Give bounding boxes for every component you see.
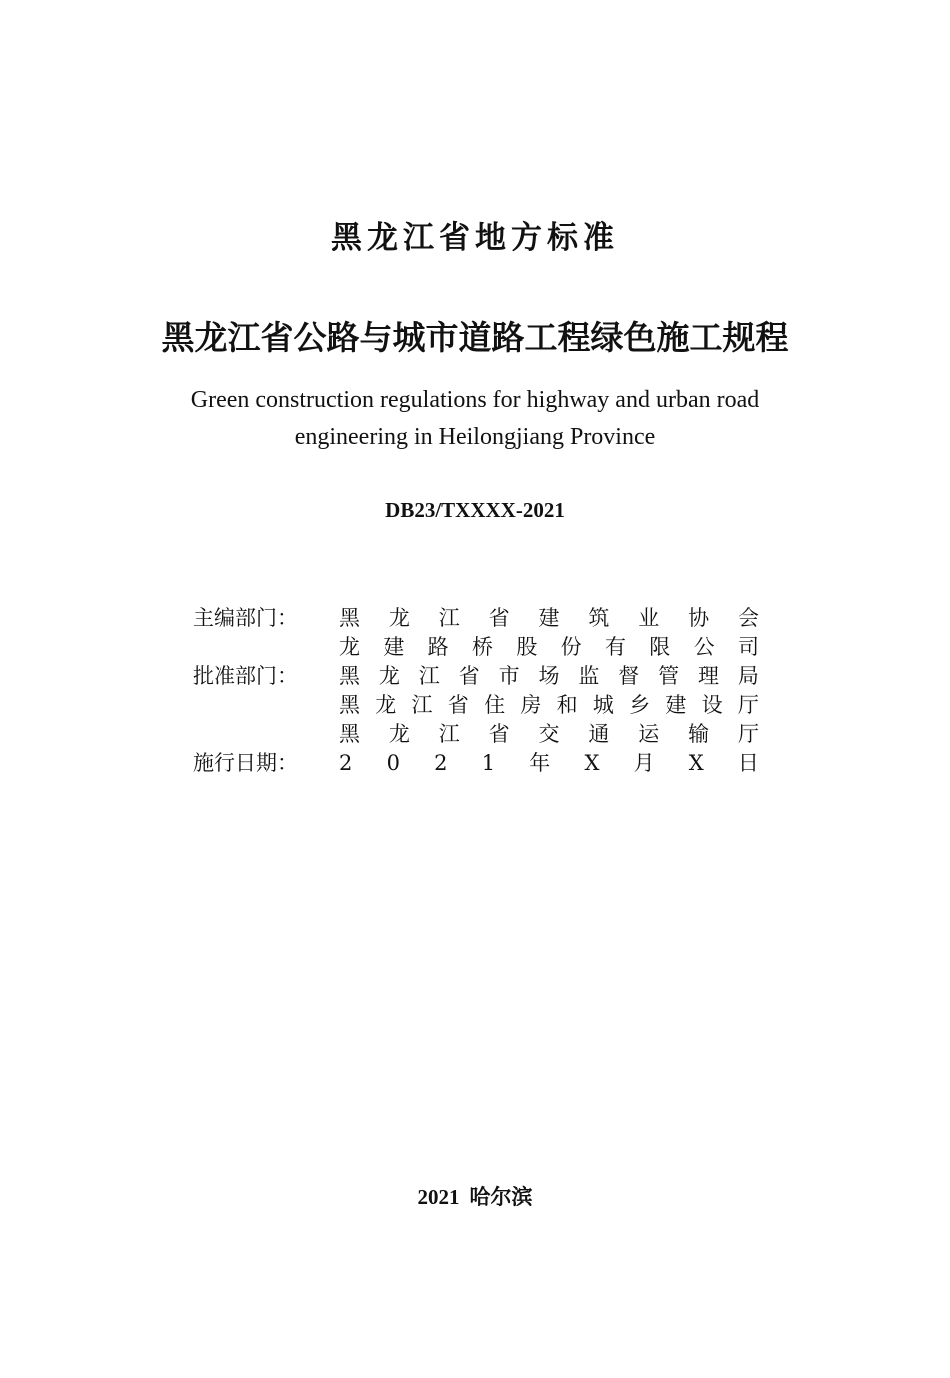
document-title-english-line2: engineering in Heilongjiang Province	[294, 424, 656, 450]
info-value-char: 份	[560, 635, 582, 659]
info-value-char: 1	[481, 751, 496, 775]
info-row-chief-editor-2	[193, 632, 763, 662]
publication-city: 哈尔滨	[469, 1185, 533, 1209]
info-value-char: 省	[488, 606, 510, 630]
info-row-approval-dept-2	[193, 690, 763, 720]
info-value	[339, 719, 759, 749]
info-value-char: 省	[458, 664, 480, 688]
info-row-approval-dept-3	[193, 719, 763, 749]
info-value-char: 龙	[378, 664, 400, 688]
info-value-char: 江	[411, 693, 433, 717]
info-value-char: 公	[693, 635, 715, 659]
info-value-char: X	[584, 751, 600, 775]
info-value-char: 筑	[588, 606, 610, 630]
info-value-char: 厅	[738, 722, 759, 746]
info-value-char: 日	[737, 751, 759, 775]
document-title-chinese: 黑龙江省公路与城市道路工程绿色施工规程	[161, 318, 789, 357]
info-value-char: 龙	[375, 693, 397, 717]
info-value-char: 和	[556, 693, 578, 717]
info-row-effective-date	[193, 748, 763, 778]
info-value-char: 司	[737, 635, 759, 659]
info-value-char: 黑	[339, 664, 360, 688]
info-value-char: 龙	[339, 635, 360, 659]
info-value-char: 黑	[339, 693, 360, 717]
info-value	[339, 690, 759, 720]
document-title-english-line1: Green construction regulations for highway and urban road	[190, 387, 760, 413]
info-value-char: 通	[588, 722, 610, 746]
info-value-char: 2	[339, 751, 353, 775]
info-value-char: 理	[698, 664, 720, 688]
publication-year: 2021	[417, 1185, 460, 1209]
info-value-char: 江	[438, 606, 460, 630]
info-value-char: 有	[604, 635, 626, 659]
info-value-char: 建	[538, 606, 560, 630]
info-row-chief-editor	[193, 603, 763, 633]
info-value-char: 限	[649, 635, 671, 659]
info-label: 主编部门：	[193, 606, 298, 630]
info-value-char: 龙	[388, 606, 410, 630]
publication-footer	[0, 1182, 950, 1212]
info-value	[339, 632, 759, 662]
info-value-char: 月	[633, 751, 655, 775]
info-value-char: 江	[438, 722, 460, 746]
info-label: 施行日期：	[193, 751, 298, 775]
info-value-char: 0	[386, 751, 400, 775]
info-value-char: 城	[592, 693, 614, 717]
info-value-char: 黑	[339, 606, 360, 630]
info-value-char: 协	[688, 606, 710, 630]
info-value-char: 建	[665, 693, 687, 717]
info-value-char: 江	[418, 664, 440, 688]
info-value-char: 督	[618, 664, 640, 688]
info-value-char: 省	[488, 722, 510, 746]
info-value-char: 2	[434, 751, 448, 775]
info-value-char: 设	[701, 693, 723, 717]
standard-type-heading: 黑龙江省地方标准	[331, 220, 619, 256]
info-value-char: 局	[737, 664, 759, 688]
info-value-char: 监	[578, 664, 600, 688]
info-value-char: 场	[538, 664, 560, 688]
info-value-char: 业	[638, 606, 660, 630]
info-value	[339, 748, 759, 778]
info-value-char: 省	[447, 693, 469, 717]
info-value-char: 黑	[339, 722, 360, 746]
info-value-char: X	[688, 751, 704, 775]
info-row-approval-dept	[193, 661, 763, 691]
info-value-char: 建	[383, 635, 405, 659]
info-value-char: 住	[484, 693, 506, 717]
info-value-char: 输	[688, 722, 710, 746]
info-value-char: 运	[638, 722, 660, 746]
info-label: 批准部门：	[193, 664, 298, 688]
standard-code: DB23/TXXXX-2021	[385, 498, 565, 522]
info-value	[339, 603, 759, 633]
info-value-char: 会	[738, 606, 759, 630]
info-value-char: 乡	[629, 693, 651, 717]
info-value-char: 交	[538, 722, 560, 746]
info-value-char: 房	[520, 693, 542, 717]
info-value	[339, 661, 759, 691]
info-value-char: 市	[498, 664, 520, 688]
info-value-char: 厅	[737, 693, 759, 717]
info-value-char: 管	[658, 664, 680, 688]
info-value-char: 年	[529, 751, 551, 775]
info-value-char: 龙	[388, 722, 410, 746]
info-value-char: 股	[516, 635, 538, 659]
info-value-char: 桥	[471, 635, 493, 659]
info-value-char: 路	[427, 635, 449, 659]
